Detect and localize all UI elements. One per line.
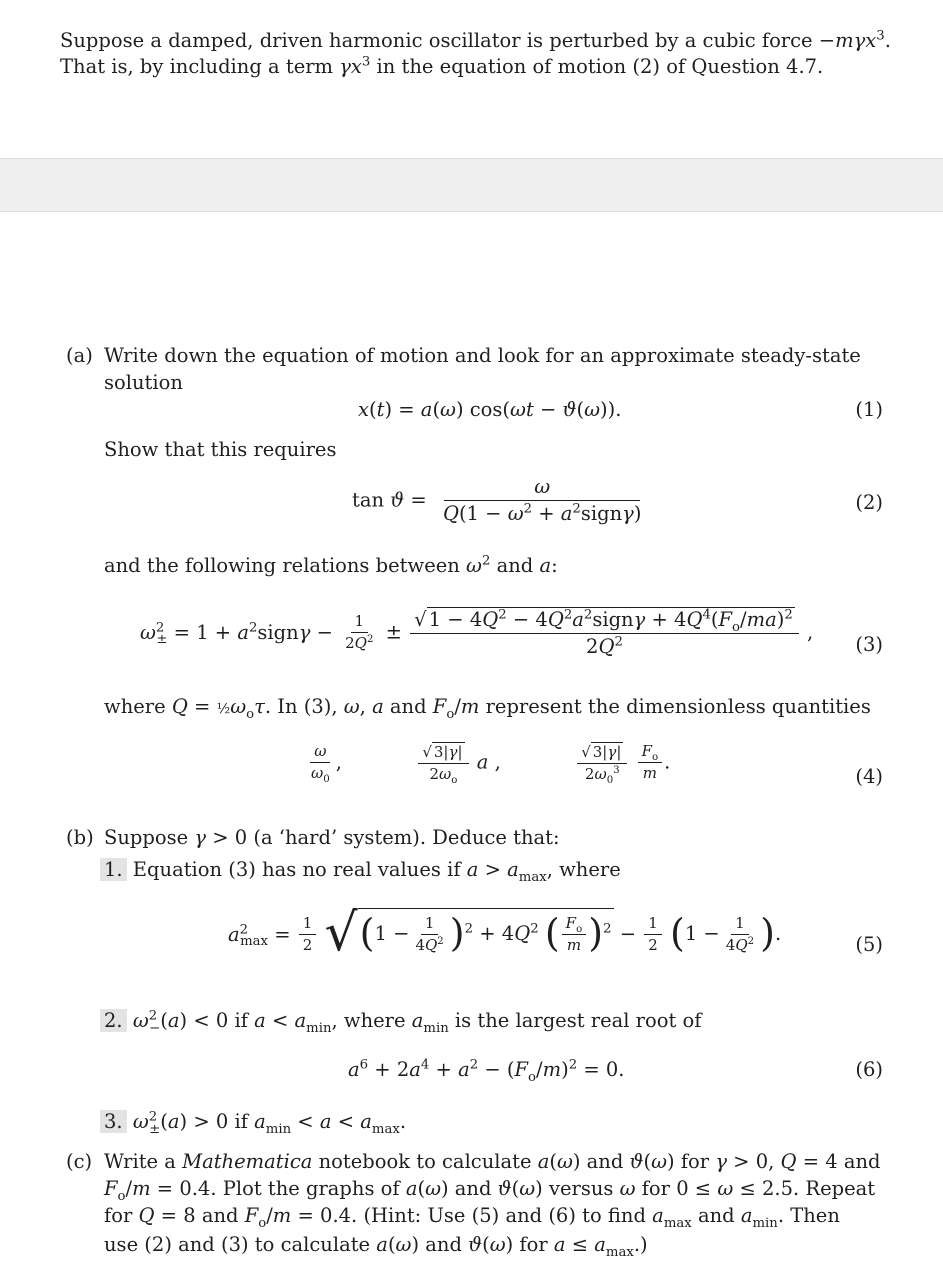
- part-a-text-1: Write down the equation of motion and look for an approximate steady-state: [104, 344, 861, 367]
- part-c-line-1: Write a Mathematica notebook to calculate a(ω) and ϑ(ω) for γ > 0, Q = 4 and: [104, 1150, 881, 1173]
- equation-3: $\omega^2_\pm = 1$ + $a^2sign\gamma$ − $\frac{1}{2Q^2}$ ± $\frac{√ 1 - 4Q^2 - 4Q^2a^2sign\gamma + 4Q^4(F_o/ma)^2}{2Q^2}$ ,: [140, 607, 814, 658]
- separator-band: [0, 158, 943, 212]
- equation-5-number: (5): [855, 933, 883, 956]
- relations-text: and the following relations between $\omega^2$ and a:: [104, 553, 558, 577]
- problem-intro: [60, 28, 920, 80]
- equation-4: $\frac{\omega}{\omega_0}$ , $\frac{√ 3|\gamma|}{2\omega_o}$ a , $\frac{√ 3|\gamma|}{2\omega_0^3}$ $\frac{F_o}{m}$ .: [311, 742, 671, 786]
- equation-4-number: (4): [855, 765, 883, 788]
- equation-2-number: (2): [855, 491, 883, 514]
- equation-6-number: (6): [855, 1058, 883, 1081]
- part-b-label: (b): [66, 826, 94, 849]
- equation-1: x(t) = a(ω) cos(ωt − ϑ(ω)).: [358, 398, 622, 421]
- item-3: 3. $\omega^2_\pm(a) > 0$ if $a_{min} < a < a_{max}$.: [104, 1109, 406, 1135]
- equation-1-number: (1): [855, 398, 883, 421]
- part-c-line-4: use (2) and (3) to calculate a(ω) and ϑ(ω) for $a \le a_{max}$.): [104, 1233, 648, 1260]
- equation-5: $a^2_{max}$ = $\frac{1}{2}$ √(1 − $\frac{1}{4Q^2}$ )$^2 + 4Q^2$ ( $\frac{F_o}{m}$ )$^2$ − $\frac{1}{2}$ (1 − $\frac{1}{4Q^2}$ ).: [228, 903, 782, 963]
- where-text: where $Q = \frac{1}{2}\omega_o\tau$. In (3), ω, a and $F_o/m$ represent the dimensionless quantities: [104, 695, 871, 722]
- equation-3-number: (3): [855, 633, 883, 656]
- part-a-label: (a): [66, 344, 93, 367]
- part-b-text: Suppose γ > 0 (a ‘hard’ system). Deduce that:: [104, 826, 560, 849]
- intro-line-1: Suppose a damped, driven harmonic oscillator is perturbed by a cubic force −mγx$^3$.: [60, 28, 891, 52]
- part-c-line-3: for Q = 8 and $F_o/m = 0.4$. (Hint: Use (5) and (6) to find $a_{max}$ and $a_{min}$. Then: [104, 1204, 840, 1231]
- part-a-text-2: solution: [104, 371, 183, 394]
- part-c-line-2: $F_o/m = 0.4$. Plot the graphs of a(ω) and ϑ(ω) versus ω for 0 ≤ ω ≤ 2.5. Repeat: [104, 1177, 876, 1204]
- intro-line-2: That is, by including a term $\gamma x^3$ in the equation of motion (2) of Question 4.7.: [60, 54, 824, 78]
- item-2: 2. $\omega^2_-(a) < 0$ if $a < a_{min}$, where $a_{min}$ is the largest real root of: [104, 1008, 701, 1034]
- show-text: Show that this requires: [104, 438, 337, 461]
- equation-6: $a^6 + 2a^4 + a^2 - (F_o/m)^2 = 0$.: [348, 1057, 625, 1085]
- item-1: 1. Equation (3) has no real values if $a > a_{max}$, where: [104, 857, 621, 883]
- part-c-label: (c): [66, 1150, 93, 1173]
- equation-2: tan ϑ = $\frac{\omega}{Q(1 - \omega^2 + a^2sign\gamma)}$: [352, 475, 642, 525]
